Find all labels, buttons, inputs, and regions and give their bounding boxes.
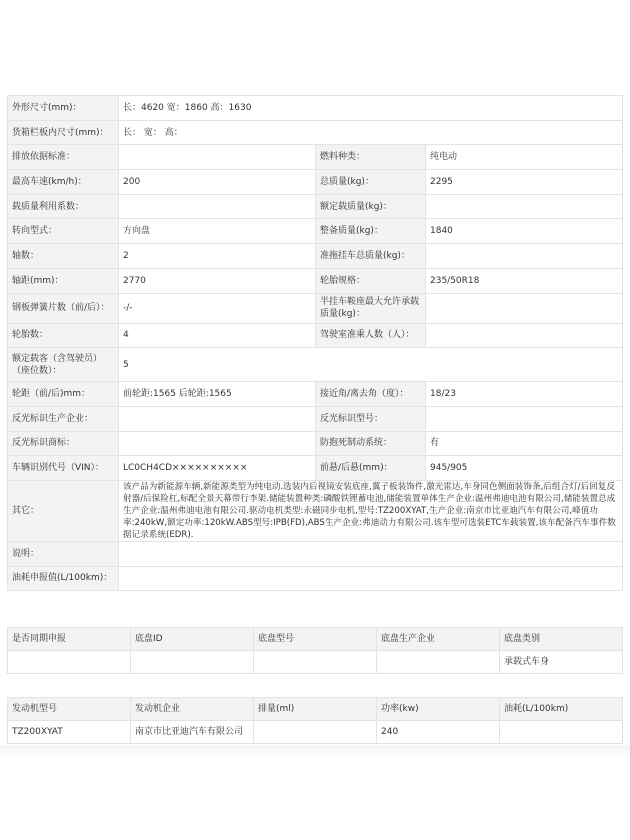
column-header: 功率(kw) <box>377 698 500 721</box>
table-row <box>8 651 623 674</box>
seats-label: 额定载客（含驾驶员）（座位数）： <box>8 348 119 382</box>
spec-row <box>8 431 623 456</box>
cargo-value: 长： 宽： 高： <box>119 120 623 145</box>
spec-value <box>119 194 316 219</box>
spec-row <box>8 293 623 323</box>
spec-row-fuel <box>8 566 623 591</box>
spec-value: 纯电动 <box>426 145 623 170</box>
spec-row-other <box>8 480 623 541</box>
spec-label: 轮胎数： <box>8 323 119 348</box>
spec-label: 反光标识商标： <box>8 431 119 456</box>
spec-row-cargo <box>8 120 623 145</box>
column-header: 底盘ID <box>131 628 254 651</box>
description-value <box>119 541 623 566</box>
engine-table <box>7 697 623 744</box>
spec-row-description <box>8 541 623 566</box>
table-cell <box>500 721 623 744</box>
spec-row-dimensions <box>8 96 623 121</box>
spec-label: 前悬/后悬(mm)： <box>316 456 426 481</box>
spec-row <box>8 406 623 431</box>
column-header: 底盘生产企业 <box>377 628 500 651</box>
spec-label: 反光标识生产企业： <box>8 406 119 431</box>
spec-label: 载质量利用系数： <box>8 194 119 219</box>
spec-value: 945/905 <box>426 456 623 481</box>
vin-value: LC0CH4CD×××××××××× <box>119 456 316 481</box>
spec-value <box>426 244 623 269</box>
other-value: 该产品为新能源车辆,新能源类型为纯电动.选装内后视镜安装底座,翼子板装饰件,激光雷达,车身同色侧面装饰条,后组合灯/后回复反射器/后保险杠,标配全景天幕带行李架.储能装置种类:磷酸铁锂蓄电池,储能装置单体生产企业:温州弗迪电池有限公司,储能装置总成生产企业:温州弗迪电池有限公司.驱动电机类型:永磁同步电机,型号:TZ200XYAT,生产企业:南京市比亚迪汽车有限公司,峰值功率:240kW,额定功率:120kW.ABS型号:IPB(FD),ABS生产企业:弗迪动力有限公司.该车型可选装ETC车载装置,该车配备汽车事件数据记录系统(EDR). <box>119 480 623 541</box>
spec-value: 有 <box>426 431 623 456</box>
spec-row <box>8 323 623 348</box>
spec-value: 200 <box>119 170 316 195</box>
spec-row <box>8 170 623 195</box>
spec-label: 转向型式： <box>8 219 119 244</box>
spec-label: 总质量(kg)： <box>316 170 426 195</box>
spec-label: 排放依据标准： <box>8 145 119 170</box>
spec-label: 最高车速(km/h)： <box>8 170 119 195</box>
column-header: 油耗(L/100km) <box>500 698 623 721</box>
column-header: 底盘型号 <box>254 628 377 651</box>
spec-label: 轮胎规格： <box>316 268 426 293</box>
dims-label: 外形尺寸(mm)： <box>8 96 119 121</box>
spec-label: 防抱死制动系统： <box>316 431 426 456</box>
spec-value <box>426 293 623 323</box>
spec-value <box>426 323 623 348</box>
spec-row <box>8 194 623 219</box>
spec-label: 半挂车鞍座最大允许承载质量(kg)： <box>316 293 426 323</box>
spec-label: 轴距(mm)： <box>8 268 119 293</box>
spec-value <box>119 431 316 456</box>
table-cell <box>254 721 377 744</box>
fuel-value <box>119 566 623 591</box>
spec-value: 235/50R18 <box>426 268 623 293</box>
fuel-label: 油耗申报值(L/100km)： <box>8 566 119 591</box>
spec-value: 方向盘 <box>119 219 316 244</box>
spec-label: 准拖挂车总质量(kg)： <box>316 244 426 269</box>
spec-label: 整备质量(kg)： <box>316 219 426 244</box>
seats-value: 5 <box>119 348 623 382</box>
spec-row <box>8 456 623 481</box>
table-cell: 240 <box>377 721 500 744</box>
spec-label: 轴数： <box>8 244 119 269</box>
other-label: 其它： <box>8 480 119 541</box>
spec-value: 4 <box>119 323 316 348</box>
spec-label: 轮距（前/后)mm： <box>8 382 119 407</box>
spec-row <box>8 382 623 407</box>
spec-label: 燃料种类： <box>316 145 426 170</box>
spec-value <box>426 194 623 219</box>
page-bottom-shade <box>0 745 630 757</box>
column-header: 发动机企业 <box>131 698 254 721</box>
chassis-table <box>7 627 623 674</box>
table-cell: 承载式车身 <box>500 651 623 674</box>
spec-label: 接近角/离去角（度）： <box>316 382 426 407</box>
spec-label: 额定载质量(kg)： <box>316 194 426 219</box>
spec-value: -/- <box>119 293 316 323</box>
spec-label: 钢板弹簧片数（前/后）： <box>8 293 119 323</box>
column-header: 底盘类别 <box>500 628 623 651</box>
spec-row <box>8 268 623 293</box>
table-cell <box>377 651 500 674</box>
dims-value: 长：4620 宽：1860 高：1630 <box>119 96 623 121</box>
spec-label: 驾驶室准乘人数（人）： <box>316 323 426 348</box>
description-label: 说明： <box>8 541 119 566</box>
column-header: 发动机型号 <box>8 698 131 721</box>
table-cell: 南京市比亚迪汽车有限公司 <box>131 721 254 744</box>
spec-value: 2 <box>119 244 316 269</box>
table-cell <box>254 651 377 674</box>
cargo-label: 货箱栏板内尺寸(mm)： <box>8 120 119 145</box>
spec-label: 反光标识型号： <box>316 406 426 431</box>
spec-label: 车辆识别代号（VIN）： <box>8 456 119 481</box>
table-cell <box>8 651 131 674</box>
table-row <box>8 721 623 744</box>
spec-row <box>8 219 623 244</box>
column-header: 排量(ml) <box>254 698 377 721</box>
table-cell: TZ200XYAT <box>8 721 131 744</box>
spec-row <box>8 244 623 269</box>
spec-value: 前轮距:1565 后轮距:1565 <box>119 382 316 407</box>
engine-header-row <box>8 698 623 721</box>
spec-value <box>426 406 623 431</box>
column-header: 是否同期申报 <box>8 628 131 651</box>
spec-value: 2295 <box>426 170 623 195</box>
spec-value: 2770 <box>119 268 316 293</box>
vehicle-spec-table <box>7 95 623 591</box>
table-cell <box>131 651 254 674</box>
spec-value: 1840 <box>426 219 623 244</box>
spec-row-seats <box>8 348 623 382</box>
spec-value: 18/23 <box>426 382 623 407</box>
spec-row <box>8 145 623 170</box>
chassis-header-row <box>8 628 623 651</box>
spec-value <box>119 145 316 170</box>
spec-value <box>119 406 316 431</box>
